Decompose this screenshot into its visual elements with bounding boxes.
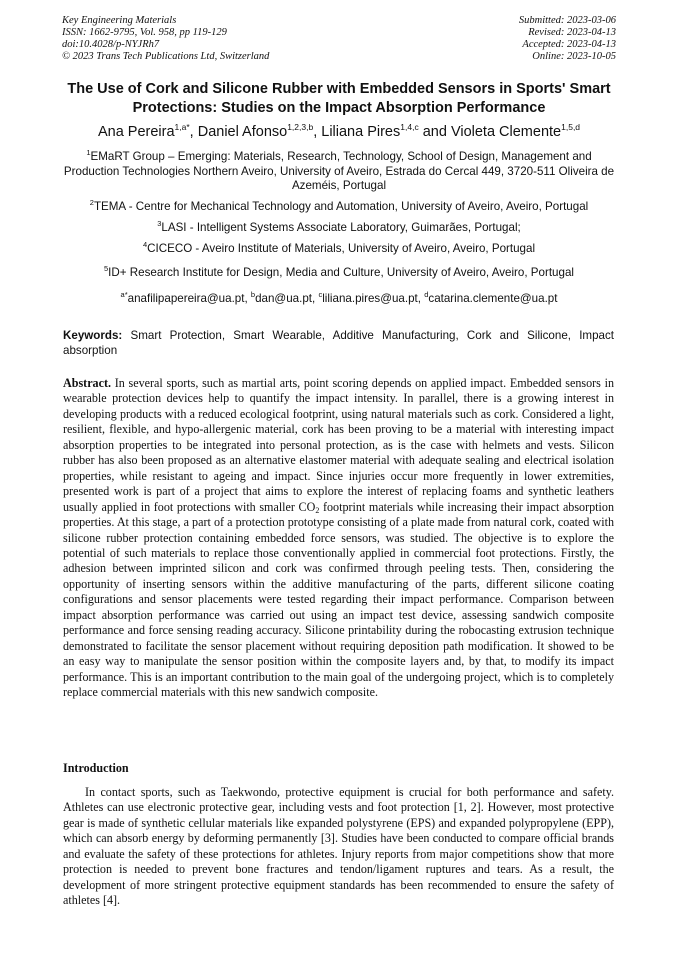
date-submitted: Submitted: 2023-03-06 (518, 15, 616, 26)
keywords-text: Smart Protection, Smart Wearable, Additive Manufacturing, Cork and Silicone, Impact absorption (63, 329, 614, 357)
email-address[interactable]: catarina.clemente@ua.pt (428, 292, 558, 305)
author-superscript: 1,5,d (561, 122, 581, 132)
abstract-subscript: 2 (315, 505, 320, 515)
email-separator: , (417, 292, 425, 305)
author-name: Daniel Afonso (197, 124, 288, 140)
author-separator: , (189, 124, 198, 140)
journal-info (62, 15, 269, 63)
journal-name: Key Engineering Materials (62, 15, 177, 26)
affiliation-text: EMaRT Group – Emerging: Materials, Research, Technology, School of Design, Management and Production Technologies Northern Aveiro, University of Aveiro, Estrada do Cercal 449, 3720-511 Oliveira de Azeméis, Portugal (63, 150, 615, 193)
date-revised: Revised: 2023-04-13 (528, 27, 616, 38)
email-separator: , (312, 292, 319, 305)
date-accepted: Accepted: 2023-04-13 (522, 39, 616, 50)
affiliation-text: TEMA - Centre for Mechanical Technology and Automation, University of Aveiro, Aveiro, Portugal (93, 200, 589, 213)
affiliation-5 (60, 266, 618, 281)
section-heading: Introduction (63, 761, 129, 775)
email-list (60, 292, 618, 307)
email-address[interactable]: anafilipapereira@ua.pt (127, 292, 245, 305)
keywords (63, 328, 614, 358)
affiliation-text: CICECO - Aveiro Institute of Materials, University of Aveiro, Aveiro, Portugal (147, 242, 536, 255)
email-superscript: c (318, 290, 323, 299)
submission-dates (519, 15, 616, 63)
affiliation-text: LASI - Intelligent Systems Associate Laboratory, Guimarães, Portugal; (161, 221, 521, 234)
journal-doi: doi:10.4028/p-NYJRh7 (62, 39, 160, 50)
journal-copyright: © 2023 Trans Tech Publications Ltd, Switzerland (62, 51, 270, 62)
email-superscript: a* (120, 290, 128, 299)
journal-issn: ISSN: 1662-9795, Vol. 958, pp 119-129 (62, 27, 227, 38)
paper-title: The Use of Cork and Silicone Rubber with Embedded Sensors in Sports' Smart Protections: Studies on the Impact Absorption Performance (67, 81, 611, 116)
author-superscript: 1,4,c (400, 122, 419, 132)
affiliation-3 (60, 221, 618, 236)
affiliation-number: 2 (89, 198, 94, 207)
affiliation-text: ID+ Research Institute for Design, Media and Culture, University of Aveiro, Aveiro, Portugal (108, 266, 574, 279)
author-list (30, 122, 648, 142)
email-address[interactable]: liliana.pires@ua.pt (322, 292, 418, 305)
affiliation-4 (60, 242, 618, 257)
date-online: Online: 2023-10-05 (532, 51, 616, 62)
email-superscript: b (250, 290, 256, 299)
author-name: Violeta Clemente (450, 124, 562, 140)
author-separator: , (313, 124, 322, 140)
abstract-label: Abstract. (63, 376, 112, 390)
affiliation-number: 3 (157, 219, 162, 228)
affiliation-2 (60, 200, 618, 215)
affiliation-number: 5 (104, 264, 109, 273)
abstract-text-1: In several sports, such as martial arts, point scoring depends on applied impact. Embedded sensors in wearable protection devices help to quantify the impact intensity. In parallel, there is a growing interest in developing products with a reduced ecological footprint, using natural materials such as cork. Considered a light, resilient, flexible, and hypo-allergenic material, cork has been proving to be a material with interesting impact absorption properties to be integrated into personal protection, as is the case with helmets and vests. Silicon rubber has also been proposed as an alternative elastomer material with adequate sealing and electrical isolation properties, while resistant to ageing and impact. Since injuries occur more frequently in lower extremities, presented work is part of a project that aims to explore the interest of replacing foams and synthetic leathers usually applied in foot protections with smaller CO (63, 376, 615, 514)
abstract (63, 376, 614, 701)
affiliation-number: 1 (86, 148, 91, 157)
keywords-label: Keywords: (63, 329, 123, 342)
author-name: Liliana Pires (321, 124, 401, 140)
author-separator: and (418, 124, 451, 140)
affiliation-1 (60, 150, 618, 194)
email-superscript: d (424, 290, 429, 299)
introduction-paragraph: In contact sports, such as Taekwondo, protective equipment is crucial for both performance and safety. Athletes can use electronic protective gear, including vests and foot protection [1, 2]. However, most protective gear is made of synthetic cellular materials like expanded polystyrene (EPS) and expanded polypropylene (EPP), which can absorb energy by deforming permanently [3]. Studies have been conducted to compare official brands and evaluate the safety of these protections for athletes. Injury reports from major competitions show that more protection is needed to prevent bone fractures and tendon/ligament ruptures and tears. As a result, the development of more stringent protective equipment standards has been recommended to ensure the safety of athletes [4]. (63, 785, 614, 908)
email-address[interactable]: dan@ua.pt (255, 292, 312, 305)
author-name: Ana Pereira (97, 124, 175, 140)
author-superscript: 1,a* (174, 122, 190, 132)
abstract-text-2: footprint materials while increasing their impact absorption properties. At this stage, a part of a protection prototype consisting of a plate made from natural cork, coated with silicone rubber protection containing embedded force sensors, was studied. The objective is to explore the potential of such materials to replace those conventionally applied in commercial foot protections. Firstly, the adhesion between imprinted silicon and cork was confirmed through peeling tests. Then, considering the opportunity of inserting sensors within the additive manufacturing of the parts, different silicone coating configurations and sensor placements were tested regarding their impact performance. Comparison between impact absorption performance was carried out using an impact test device, assessing sandwich composite performance and force sensing reading accuracy. Silicone printability during the robocasting extrusion technique demonstrated to facilitate the sensor placement without requiring deposition path modification. It showed to be an easy way to manipulate the sensor position within the composite layers and, by that, to modify its impact performance. This is an important contribution to the main goal of the undergoing project, which is to completely replace commercial materials with this new sandwich composite. (63, 499, 614, 700)
author-superscript: 1,2,3,b (287, 122, 314, 132)
email-separator: , (244, 292, 251, 305)
affiliation-number: 4 (142, 240, 148, 249)
